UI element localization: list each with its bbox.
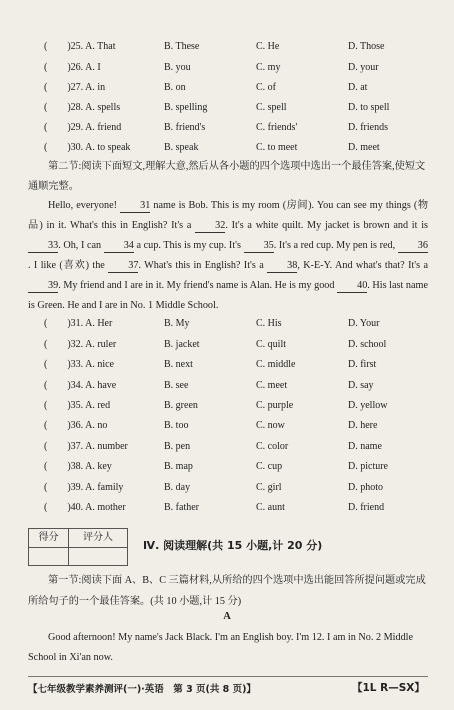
option-b: B. you [164, 62, 191, 73]
option-c: C. friends' [256, 122, 298, 133]
option-d: D. name [348, 441, 382, 452]
option-b: B. speak [164, 142, 199, 153]
passage-a-label: A [223, 611, 231, 622]
section-4-title: Ⅳ. 阅读理解(共 15 小题,计 20 分) [143, 539, 323, 552]
question-number-option-a: ( )39. A. family [44, 482, 124, 493]
option-d: D. photo [348, 482, 383, 493]
option-c: C. aunt [256, 502, 285, 513]
option-c: C. girl [256, 482, 282, 493]
option-c: C. middle [256, 359, 296, 370]
option-d: D. Those [348, 41, 385, 52]
score-box [28, 528, 128, 566]
option-d: D. Your [348, 318, 380, 329]
question-number-option-a: ( )30. A. to speak [44, 142, 131, 153]
question-number-option-a: ( )29. A. friend [44, 122, 122, 133]
footer-page-info: 【七年级教学素养测评(一)·英语 第 3 页(共 8 页)】 [28, 684, 256, 695]
blank-40: 40 [337, 280, 367, 293]
option-b: B. father [164, 502, 199, 513]
option-c: C. color [256, 441, 289, 452]
option-c: C. to meet [256, 142, 298, 153]
option-b: B. jacket [164, 339, 200, 350]
question-number-option-a: ( )34. A. have [44, 380, 117, 391]
option-c: C. purple [256, 400, 294, 411]
score-label: 得分 [38, 532, 59, 543]
question-number-option-a: ( )26. A. I [44, 62, 101, 73]
option-b: B. next [164, 359, 193, 370]
option-b: B. These [164, 41, 200, 52]
option-d: D. to spell [348, 102, 390, 113]
question-number-option-a: ( )32. A. ruler [44, 339, 117, 350]
option-d: D. yellow [348, 400, 388, 411]
option-b: B. day [164, 482, 191, 493]
option-b: B. friend's [164, 122, 206, 133]
question-number-option-a: ( )25. A. That [44, 41, 116, 52]
blank-33: 33 [28, 240, 58, 253]
section-2-instruction: 第二节:阅读下面短文,理解大意,然后从各小题的四个选项中选出一个最佳答案,使短文通顺完整。 [28, 161, 426, 192]
option-b: B. on [164, 82, 186, 93]
question-number-option-a: ( )40. A. mother [44, 502, 126, 513]
option-b: B. pen [164, 441, 191, 452]
question-number-option-a: ( )35. A. red [44, 400, 111, 411]
question-number-option-a: ( )37. A. number [44, 441, 128, 452]
option-d: D. first [348, 359, 377, 370]
blank-38: 38 [267, 260, 297, 273]
option-d: D. at [348, 82, 368, 93]
option-c: C. quilt [256, 339, 287, 350]
option-d: D. school [348, 339, 387, 350]
section-4-instruction: 第一节:阅读下面 A、B、C 三篇材料,从所给的四个选项中选出能回答所提问题或完成所给句子的一个最佳答案。(共 10 小题,计 15 分) [28, 575, 426, 607]
option-c: C. He [256, 41, 280, 52]
footer-divider [28, 676, 428, 677]
option-b: B. spelling [164, 102, 208, 113]
blank-35: 35 [244, 240, 274, 253]
option-d: D. friend [348, 502, 385, 513]
footer-code: 【1L R—SX】 [352, 682, 425, 694]
option-d: D. your [348, 62, 379, 73]
option-c: C. His [256, 318, 282, 329]
blank-31: 31 [120, 200, 150, 213]
option-c: C. spell [256, 102, 287, 113]
question-number-option-a: ( )36. A. no [44, 420, 108, 431]
option-d: D. say [348, 380, 374, 391]
blank-34: 34 [104, 240, 134, 253]
blank-39: 39 [28, 280, 58, 293]
option-b: B. too [164, 420, 189, 431]
blank-36: 36 [398, 240, 428, 253]
question-number-option-a: ( )27. A. in [44, 82, 106, 93]
question-number-option-a: ( )28. A. spells [44, 102, 121, 113]
passage-a-text: Good afternoon! My name's Jack Black. I'm an English boy. I'm 12. I am in No. 2 Middle School in Xi'an now. [28, 632, 414, 663]
option-d: D. friends [348, 122, 388, 133]
option-c: C. now [256, 420, 285, 431]
blank-32: 32 [195, 220, 225, 233]
question-number-option-a: ( )33. A. nice [44, 359, 114, 370]
option-c: C. cup [256, 461, 283, 472]
option-c: C. of [256, 82, 276, 93]
question-number-option-a: ( )31. A. Her [44, 318, 113, 329]
option-c: C. my [256, 62, 281, 73]
option-d: D. picture [348, 461, 388, 472]
option-b: B. see [164, 380, 189, 391]
option-b: B. My [164, 318, 190, 329]
cloze-passage: Hello, everyone! 31 name is Bob. This is my room (房间). You can see my things (物品) in it. What's this in English? It's a 32. It's a white quilt. My jacket is brown and it is 33. Oh, I can 34 a cup. This is my cup. It's 35. It's a red cup. My pen is red, 36. I like (喜欢) the 37. What's this in English? It's a 38, K-E-Y. And what's that? It's a 39. My friend and I are in it. My friend's name is Alan. He is my good 40. His last name is Green. He and I are in No. 1 Middle School. [28, 200, 429, 311]
blank-37: 37 [108, 260, 138, 273]
option-b: B. map [164, 461, 193, 472]
option-d: D. here [348, 420, 378, 431]
grader-label: 评分人 [83, 532, 113, 543]
option-d: D. meet [348, 142, 380, 153]
question-number-option-a: ( )38. A. key [44, 461, 112, 472]
option-b: B. green [164, 400, 198, 411]
option-c: C. meet [256, 380, 288, 391]
